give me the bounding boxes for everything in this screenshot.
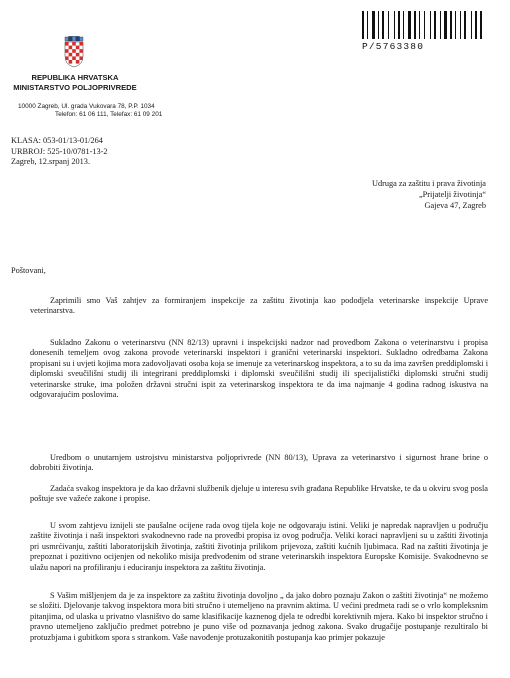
barcode-bar (417, 11, 418, 39)
barcode-bar (394, 11, 395, 39)
barcode-bar (460, 11, 461, 39)
barcode-bar (408, 11, 411, 39)
barcode-bar (385, 11, 387, 39)
barcode-bar (367, 11, 368, 39)
barcode-bar (372, 11, 375, 39)
barcode-bar (444, 11, 447, 39)
barcode-bar (388, 11, 389, 39)
barcode-bar (403, 11, 404, 39)
paragraph-text: Uredbom o unutarnjem ustrojstvu ministarstva poljoprivrede (NN 80/13), Uprava za veterinarstvo i sigurnost hrane brine o dobrobiti životinja. (30, 453, 488, 473)
barcode-bar (457, 11, 459, 39)
barcode-bar (369, 11, 371, 39)
barcode-number: P/5763380 (362, 41, 425, 52)
paragraph-text: Zaprimili smo Vaš zahtjev za formiranjem inspekcije za zaštitu životinja kao pododjela veterinarske inspekcije Uprave veterinarstva. (30, 296, 488, 316)
barcode-bar (405, 11, 407, 39)
paragraph-duty (30, 484, 488, 505)
barcode-bar (464, 11, 466, 39)
barcode-bar (442, 11, 443, 39)
paragraph-text: Zadaća svakog inspektora je da kao državni službenik djeluje u interesu svih građana Republike Hrvatske, te da u okviru svog posla poštuje sve važeće zakone i propise. (30, 484, 488, 504)
barcode-bar (414, 11, 416, 39)
barcode-bar (378, 11, 379, 39)
barcode-bar (467, 11, 470, 39)
barcode-bar (365, 11, 366, 39)
ministry-name: MINISTARSTVO POLJOPRIVREDE (13, 83, 137, 92)
barcode-bar (421, 11, 423, 39)
barcode-bar (398, 11, 400, 39)
barcode-bar (382, 11, 384, 39)
barcode-bar (376, 11, 377, 39)
ministry-phone: Telefon: 61 06 111, Telefax: 61 09 201 (55, 111, 163, 118)
paragraph-opinion (30, 591, 488, 643)
barcode-bar (390, 11, 393, 39)
paragraph-regulation (30, 453, 488, 474)
barcode-bar (437, 11, 439, 39)
barcode-bars (362, 11, 490, 39)
recipient-address: Gajeva 47, Zagreb (424, 201, 486, 210)
letter-date: Zagreb, 12.srpanj 2013. (11, 157, 91, 166)
barcode-bar (462, 11, 463, 39)
barcode-bar (396, 11, 397, 39)
paragraph-progress (30, 521, 488, 573)
barcode-bar (440, 11, 441, 39)
paragraph-text: S Vašim mišljenjem da je za inspektore za zaštitu životinja dovoljno „ da jako dobro poznaju Zakon o zaštiti životinja“ ne možemo se složiti. Djelovanje takvog inspektora mora biti stručno i utemeljeno na pravnim aktima. U većini predmeta radi se o vrlo kompleksnim pitanjima, od ulaska u privatno vlasništvo do same klasifikacije kaznenog djela te odredbi korektivnih mjera. Kako bi inspektor stručno i pravno utemeljeno zaključio predmet potrebno je puno više od poznavanja jednog zakona. Svako drugačije postupanje rezultiralo bi protuzbjama i gubitkom spora s strankom. Vaše navođenje protuzakonitih postupanja kao primjer pokazuje (30, 591, 488, 642)
barcode-bar (450, 11, 452, 39)
paragraph-law (30, 338, 488, 401)
barcode-bar (455, 11, 456, 39)
barcode-bar (380, 11, 381, 39)
barcode-bar (434, 11, 436, 39)
barcode-bar (432, 11, 433, 39)
barcode-bar (483, 11, 484, 39)
paragraph-text: U svom zahtjevu iznijeli ste paušalne ocijene rada ovog tijela koje ne odgovaraju istini. Veliki je napredak napravljen u području zaštite životinja i naši inspektori svakodnevno rade na provedbi propisa iz ovog područja. Veliki koraci napravljeni su u zaštiti životinja pri usmrćivanju, zaštiti laboratorijskih životinja, zaštiti životinja prilikom prijevoza, zaštiti kućnih ljubimaca. Rad na zaštiti životinja je prepoznat i pozitivno ocijenjen od nekoliko misija predvođenim od strane veterinarskih inspektora Europske Komisije. Svakodnevno se ulažu napori na profiliranju i educiranju inspektora za zaštitu životinja. (30, 521, 488, 572)
recipient-org: „Prijatelji životinja“ (418, 190, 486, 199)
paragraph-request (30, 296, 488, 317)
barcode-bar (475, 11, 477, 39)
barcode-bar (424, 11, 425, 39)
barcode-bar (453, 11, 454, 39)
salutation: Poštovani, (11, 266, 46, 275)
barcode-bar (471, 11, 472, 39)
ministry-address: 10000 Zagreb, Ul. grada Vukovara 78, P.P. 1034 (18, 103, 155, 110)
barcode (362, 11, 490, 51)
republic-name: REPUBLIKA HRVATSKA (31, 73, 119, 82)
croatian-coat-of-arms-icon (64, 36, 84, 68)
barcode-bar (480, 11, 482, 39)
klasa-reference: KLASA: 053-01/13-01/264 (11, 136, 103, 145)
barcode-bar (362, 11, 364, 39)
barcode-bar (430, 11, 431, 39)
barcode-bar (478, 11, 479, 39)
recipient-name: Udruga za zaštitu i prava životinja (371, 179, 486, 188)
barcode-bar (426, 11, 429, 39)
urbroj-reference: URBROJ: 525-10/0781-13-2 (11, 146, 108, 156)
barcode-bar (448, 11, 449, 39)
barcode-bar (419, 11, 420, 39)
paragraph-text: Sukladno Zakonu o veterinarstvu (NN 82/13) upravni i inspekcijski nadzor nad provedbom Zakona o veterinarstvu i propisa donesenih temeljem ovog zakona provode veterinarski inspektori i granični veterinarski inspektori. Sukladno odredbama Zakona propisani su i uvjeti kojima mora zadovoljavati osoba koja se imenuje za veterinarskog inspektora, a to su da ima završen preddiplomski i diplomski sveučilišni studij ili integrirani preddiplomski i diplomski sveučilišni studij ili specijalistički diplomski stručni studij veterinarske struke, ima položen državni stručni ispit za veterinarskog inspektora te da ima najmanje 4 godina radnog iskustva na odgovarajućim poslovima. (30, 338, 488, 400)
barcode-bar (401, 11, 402, 39)
barcode-bar (473, 11, 474, 39)
barcode-bar (412, 11, 413, 39)
